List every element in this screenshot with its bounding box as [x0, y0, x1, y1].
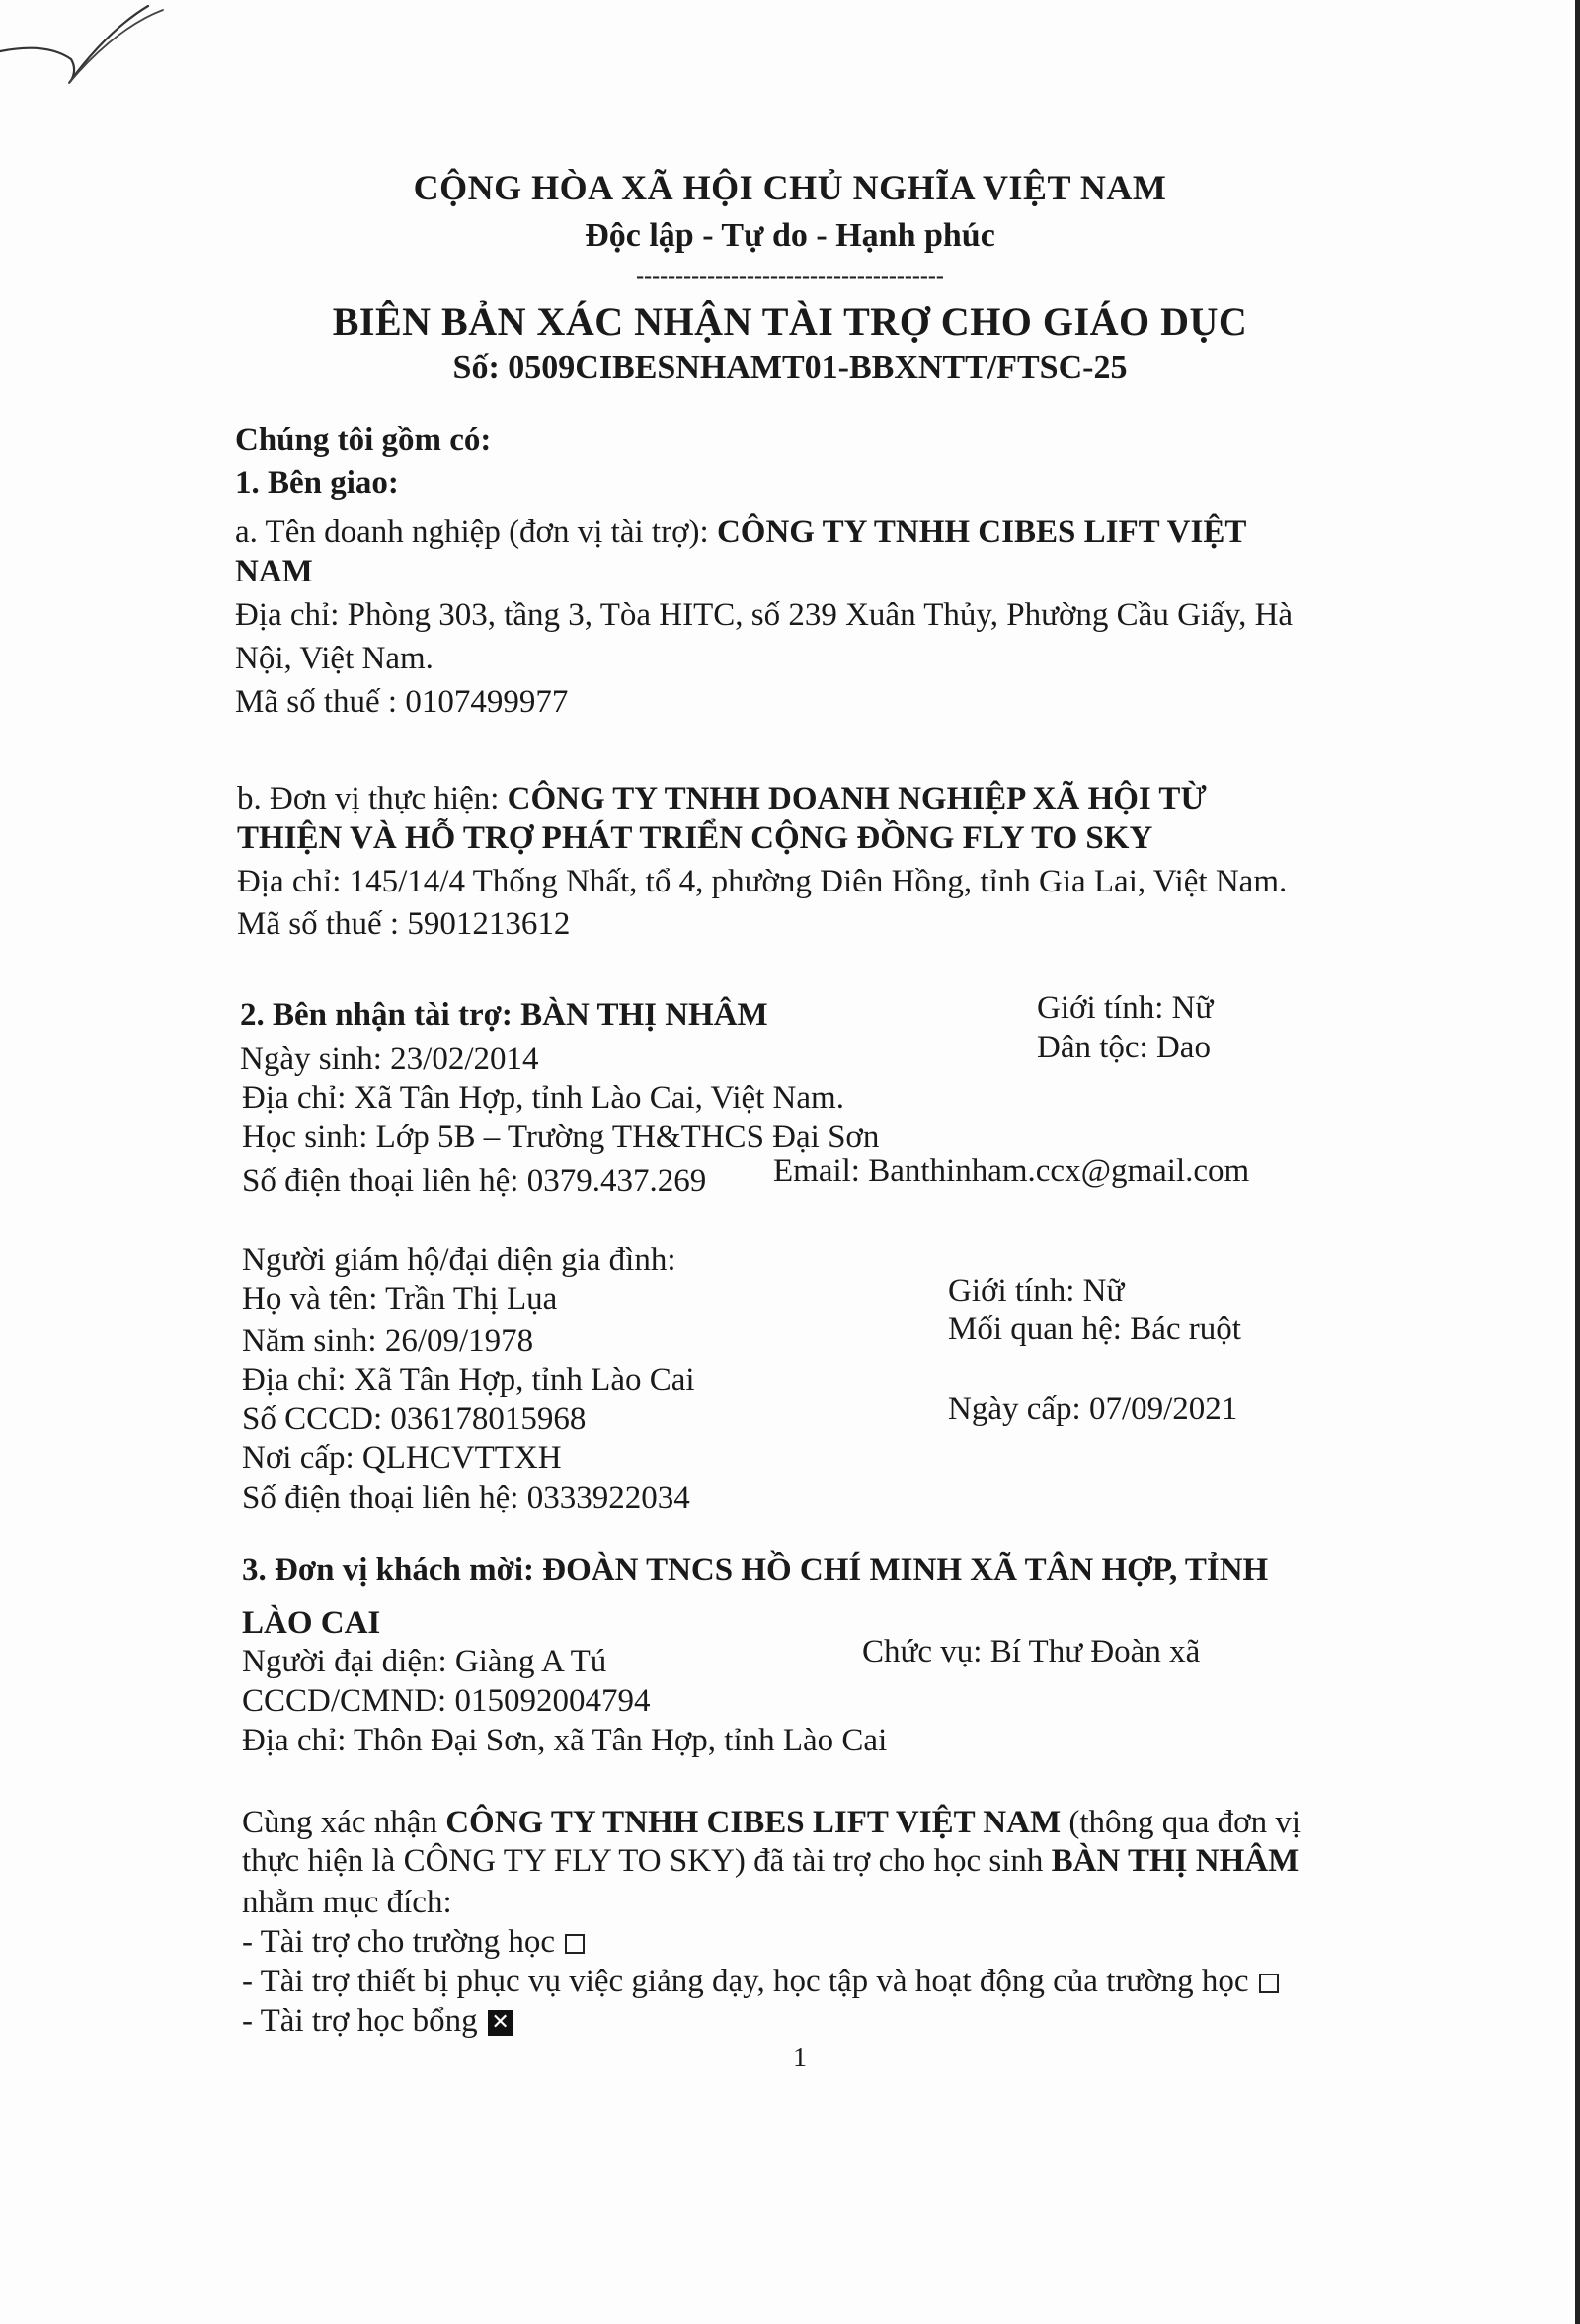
confirm-company: CÔNG TY TNHH CIBES LIFT VIỆT NAM: [445, 1805, 1062, 1840]
party3-address: Địa chỉ: Thôn Đại Sơn, xã Tân Hợp, tỉnh Lào Cai: [242, 1723, 888, 1758]
party2-ethnicity: Dân tộc: Dao: [1037, 1030, 1211, 1065]
document-title: BIÊN BẢN XÁC NHẬN TÀI TRỢ CHO GIÁO DỤC: [332, 299, 1248, 344]
confirm-text-c: (thông qua đơn vị: [1061, 1805, 1302, 1840]
confirm-text-line2: thực hiện là CÔNG TY FLY TO SKY) đã tài trợ cho học sinh: [242, 1843, 1052, 1879]
guardian-issue-place: Nơi cấp: QLHCVTTXH: [242, 1440, 562, 1476]
guardian-issue-date: Ngày cấp: 07/09/2021: [948, 1391, 1238, 1427]
party2-heading: 2. Bên nhận tài trợ: BÀN THỊ NHÂM: [240, 997, 768, 1033]
option-equipment-sponsor: [242, 1966, 1279, 1998]
party1-a-tax: Mã số thuế : 0107499977: [235, 684, 569, 720]
header-separator: ---------------------------------------: [636, 264, 944, 289]
party1-a-address-cont: Nội, Việt Nam.: [235, 641, 434, 676]
option-school-sponsor: [242, 1926, 585, 1959]
party1-b-label: b. Đơn vị thực hiện:: [237, 781, 508, 816]
party1-b-name: CÔNG TY TNHH DOANH NGHIỆP XÃ HỘI TỪ: [507, 781, 1207, 816]
party2-gender: Giới tính: Nữ: [1037, 990, 1214, 1026]
guardian-phone: Số điện thoại liên hệ: 0333922034: [242, 1480, 690, 1515]
party3-position: Chức vụ: Bí Thư Đoàn xã: [862, 1634, 1201, 1669]
party1-a-line1: [235, 516, 1246, 549]
guardian-id: Số CCCD: 036178015968: [242, 1401, 587, 1436]
party3-representative: Người đại diện: Giàng A Tú: [242, 1644, 607, 1679]
party1-b-tax: Mã số thuế : 5901213612: [237, 906, 571, 942]
confirm-line2: [242, 1845, 1299, 1878]
motto: Độc lập - Tự do - Hạnh phúc: [585, 217, 995, 254]
party1-b-line1: [237, 783, 1207, 815]
option-school-label: - Tài trợ cho trường học: [242, 1924, 556, 1960]
guardian-relation: Mối quan hệ: Bác ruột: [948, 1311, 1241, 1347]
party2-phone: Số điện thoại liên hệ: 0379.437.269: [242, 1163, 707, 1199]
guardian-address: Địa chỉ: Xã Tân Hợp, tỉnh Lào Cai: [242, 1362, 695, 1398]
party3-id: CCCD/CMND: 015092004794: [242, 1683, 651, 1719]
unchecked-box-icon[interactable]: [565, 1934, 585, 1954]
party2-email: Email: Banthinham.ccx@gmail.com: [773, 1153, 1250, 1189]
party2-dob: Ngày sinh: 23/02/2014: [240, 1042, 539, 1077]
party3-heading-cont: LÀO CAI: [242, 1605, 381, 1641]
confirm-line1: [242, 1807, 1301, 1839]
party1-b-name-cont: THIỆN VÀ HỖ TRỢ PHÁT TRIỂN CỘNG ĐỒNG FLY TO SKY: [237, 820, 1153, 856]
guardian-gender: Giới tính: Nữ: [948, 1274, 1125, 1309]
guardian-birth: Năm sinh: 26/09/1978: [242, 1323, 534, 1358]
party1-a-address: Địa chỉ: Phòng 303, tầng 3, Tòa HITC, số 239 Xuân Thủy, Phường Cầu Giấy, Hà: [235, 597, 1294, 633]
page-number: 1: [793, 2043, 807, 2073]
party2-school: Học sinh: Lớp 5B – Trường TH&THCS Đại Sơn: [242, 1120, 880, 1155]
party1-b-address: Địa chỉ: 145/14/4 Thống Nhất, tổ 4, phường Diên Hồng, tỉnh Gia Lai, Việt Nam.: [237, 864, 1288, 899]
page-edge: [1575, 0, 1580, 2324]
confirm-purpose: nhằm mục đích:: [242, 1885, 452, 1920]
document-number: Số: 0509CIBESNHAMT01-BBXNTT/FTSC-25: [452, 349, 1128, 386]
confirm-text-a: Cùng xác nhận: [242, 1805, 446, 1840]
option-scholarship-label: - Tài trợ học bổng: [242, 2003, 478, 2039]
guardian-heading: Người giám hộ/đại diện gia đình:: [242, 1242, 676, 1278]
confirm-student: BÀN THỊ NHÂM: [1051, 1843, 1300, 1879]
party3-heading: 3. Đơn vị khách mời: ĐOÀN TNCS HỒ CHÍ MINH XÃ TÂN HỢP, TỈNH: [242, 1552, 1269, 1588]
handwritten-mark: [0, 0, 178, 99]
option-scholarship: [242, 2005, 514, 2038]
party1-a-label: a. Tên doanh nghiệp (đơn vị tài trợ):: [235, 514, 717, 550]
party1-a-name: CÔNG TY TNHH CIBES LIFT VIỆT: [716, 514, 1247, 550]
intro-text: Chúng tôi gồm có:: [235, 423, 492, 458]
country-heading: CỘNG HÒA XÃ HỘI CHỦ NGHĨA VIỆT NAM: [413, 168, 1167, 207]
unchecked-box-icon[interactable]: [1259, 1974, 1279, 1993]
guardian-name: Họ và tên: Trần Thị Lụa: [242, 1281, 558, 1317]
party1-a-name-cont: NAM: [235, 554, 313, 589]
party1-heading: 1. Bên giao:: [235, 465, 399, 501]
party2-address: Địa chỉ: Xã Tân Hợp, tỉnh Lào Cai, Việt Nam.: [242, 1080, 844, 1116]
checked-box-icon[interactable]: ✕: [488, 2010, 514, 2036]
option-equipment-label: - Tài trợ thiết bị phục vụ việc giảng dạy, học tập và hoạt động của trường học: [242, 1964, 1249, 1999]
